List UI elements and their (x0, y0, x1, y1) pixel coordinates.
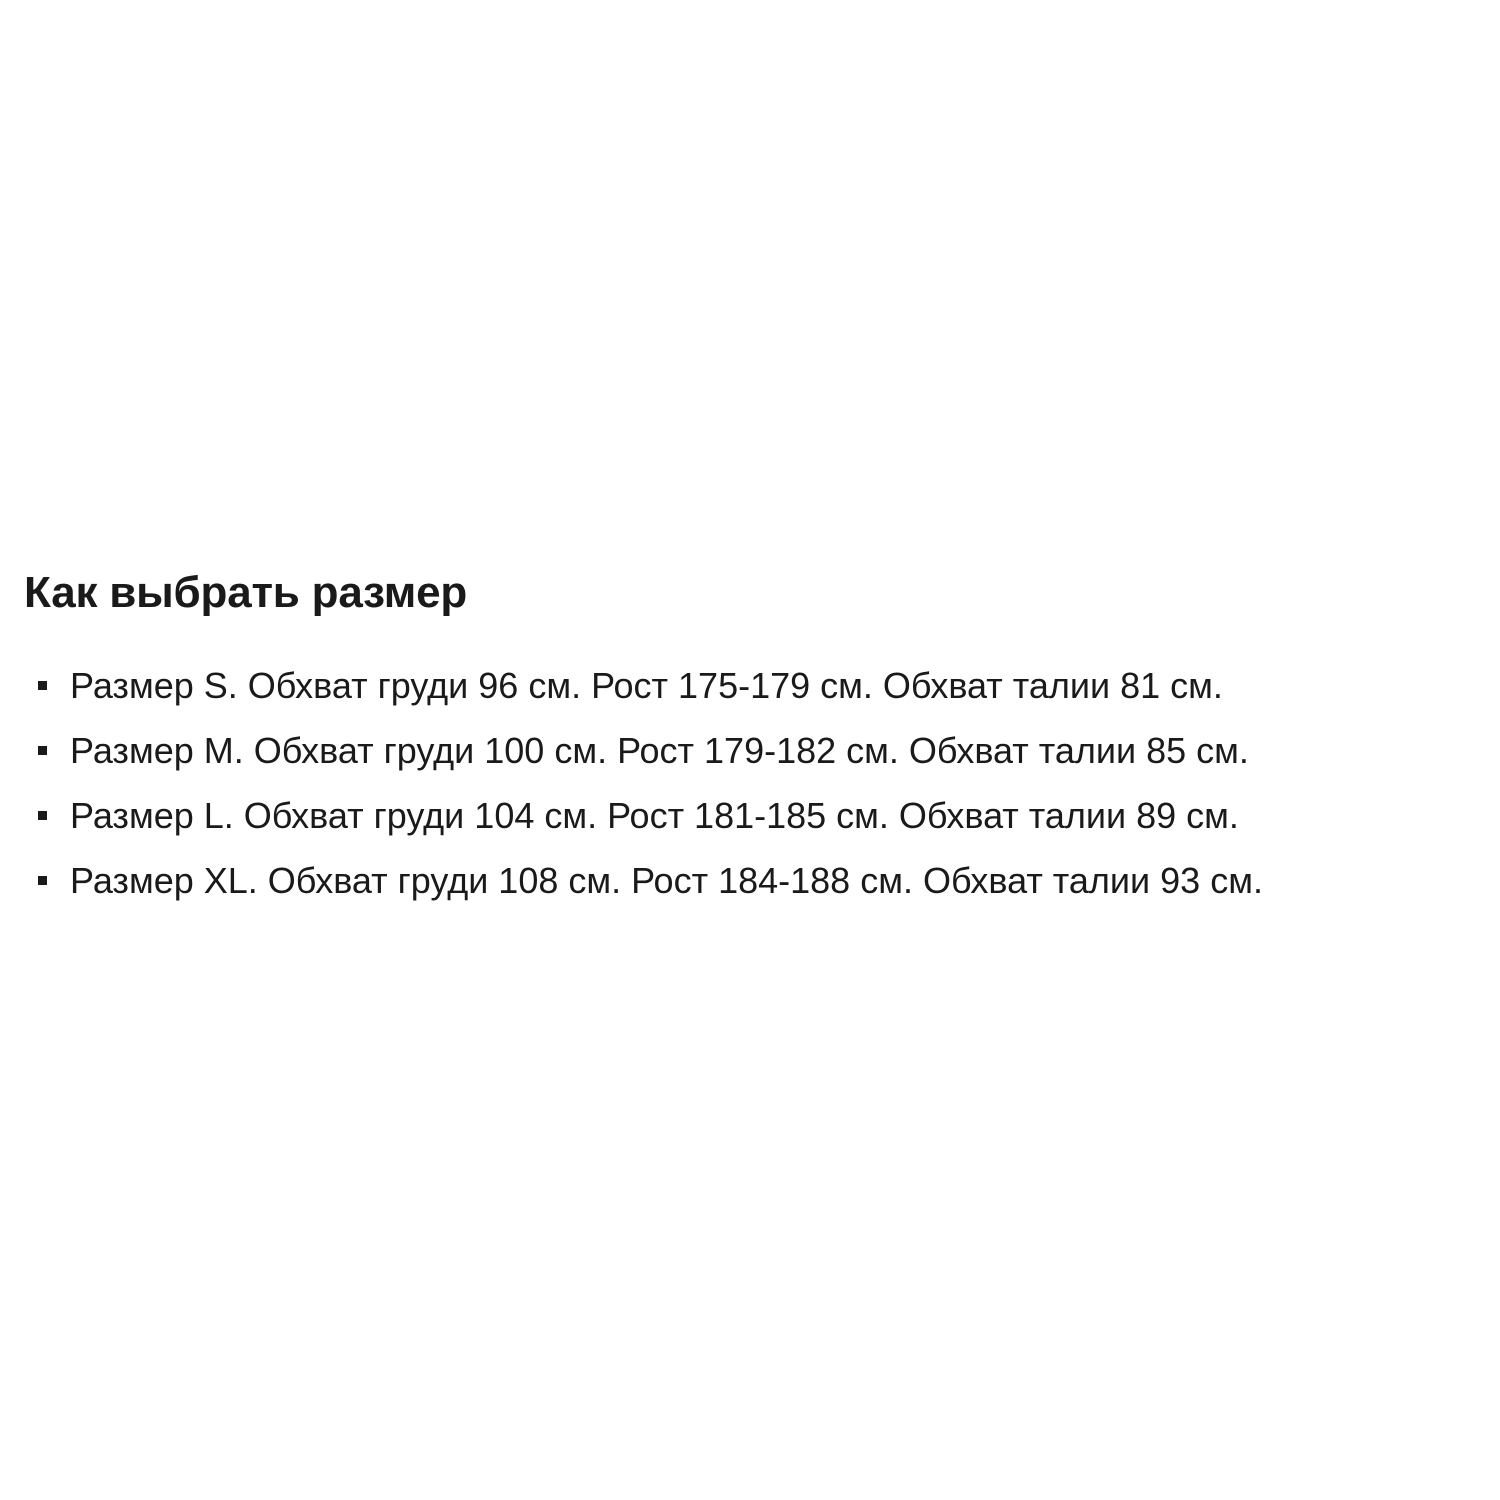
square-bullet-icon (38, 811, 47, 820)
size-item-s (24, 653, 1484, 718)
size-item-text: Размер M. Обхват груди 100 см. Рост 179-182 см. Обхват талии 85 см. (70, 730, 1249, 771)
square-bullet-icon (38, 681, 47, 690)
size-guide (24, 565, 1484, 913)
size-item-xl (24, 848, 1484, 913)
square-bullet-icon (38, 746, 47, 755)
square-bullet-icon (38, 876, 47, 885)
size-item-l (24, 783, 1484, 848)
size-guide-title: Как выбрать размер (24, 568, 468, 617)
size-item-text: Размер S. Обхват груди 96 см. Рост 175-179 см. Обхват талии 81 см. (70, 665, 1223, 706)
size-list (24, 653, 1484, 913)
size-item-m (24, 718, 1484, 783)
size-item-text: Размер L. Обхват груди 104 см. Рост 181-185 см. Обхват талии 89 см. (70, 795, 1239, 836)
size-item-text: Размер XL. Обхват груди 108 см. Рост 184-188 см. Обхват талии 93 см. (70, 860, 1263, 901)
